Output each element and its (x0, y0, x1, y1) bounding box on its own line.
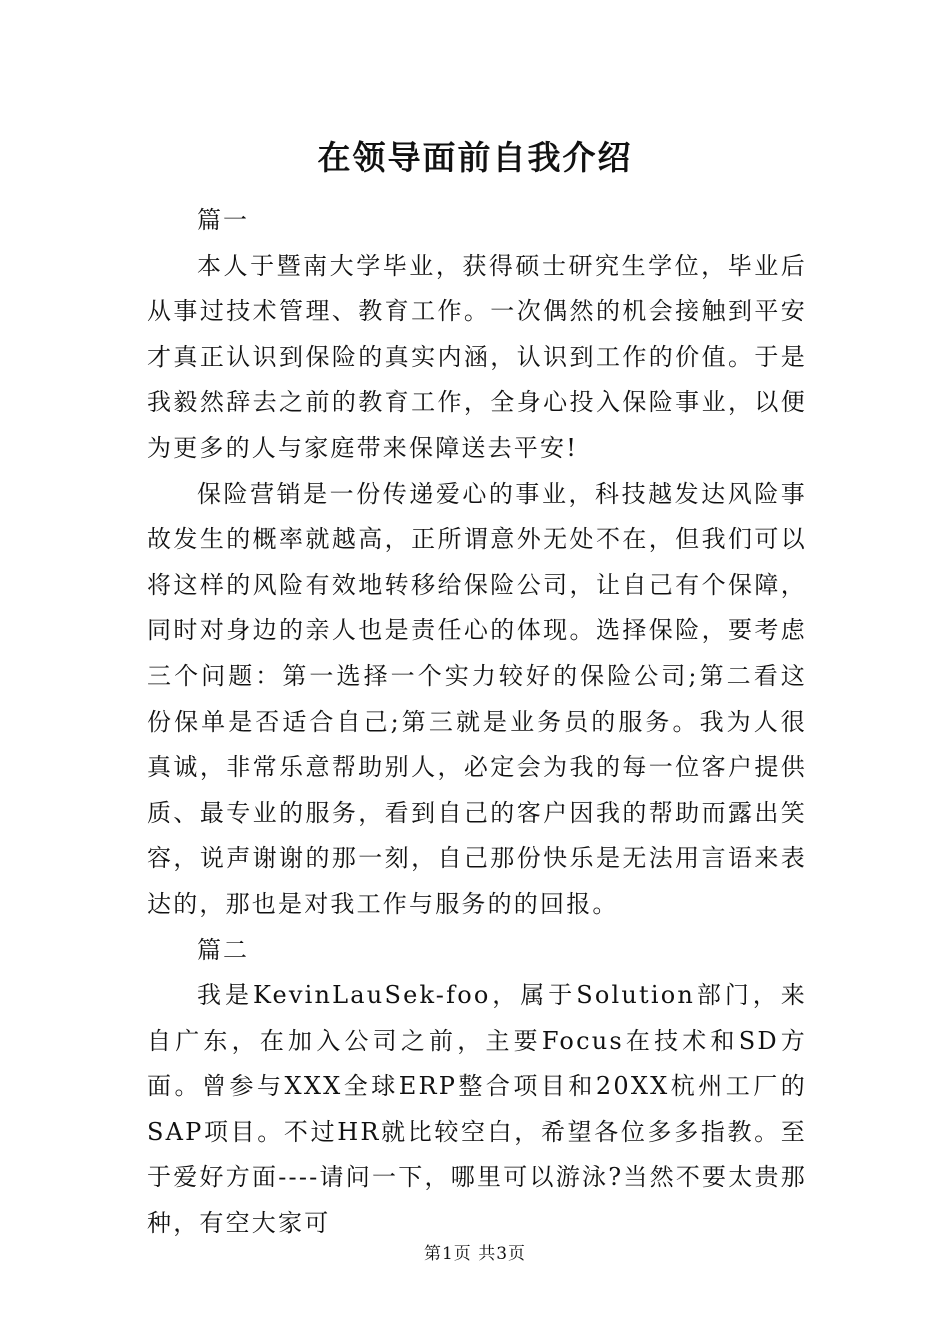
page-footer: 第1页 共3页 (423, 1244, 527, 1264)
paragraph-1-2: 保险营销是一份传递爱心的事业，科技越发达风险事故发生的概率就越高，正所谓意外无处不在，但我们可以将这样的风险有效地转移给保险公司，让自己有个保障，同时对身边的亲人也是责任心的体现。选择保险，要考虑三个问题：第一选择一个实力较好的保险公司;第二看这份保单是否适合自己;第三就是业务员的服务。我为人很真诚，非常乐意帮助别人，必定会为我的每一位客户提供质、最专业的服务，看到自己的客户因我的帮助而露出笑容，说声谢谢的那一刻，自己那份快乐是无法用言语来表达的，那也是对我工作与服务的的回报。 (147, 479, 807, 918)
section-label-2: 篇二 (197, 935, 249, 964)
paragraph-2-1: 我是KevinLauSek-foo，属于Solution部门，来自广东，在加入公司之前，主要Focus在技术和SD方面。曾参与XXX全球ERP整合项目和20XX杭州工厂的SAP项目。不过HR就比较空白，希望各位多多指教。至于爱好方面----请问一下，哪里可以游泳?当然不要太贵那种，有空大家可 (147, 981, 807, 1238)
paragraph-1-1: 本人于暨南大学毕业，获得硕士研究生学位，毕业后从事过技术管理、教育工作。一次偶然的机会接触到平安才真正认识到保险的真实内涵，认识到工作的价值。于是我毅然辞去之前的教育工作，全身心投入保险事业，以便为更多的人与家庭带来保障送去平安! (147, 251, 807, 462)
document-body (147, 198, 807, 1247)
section-label-1: 篇一 (197, 206, 249, 234)
document-title: 在领导面前自我介绍 (317, 138, 633, 177)
